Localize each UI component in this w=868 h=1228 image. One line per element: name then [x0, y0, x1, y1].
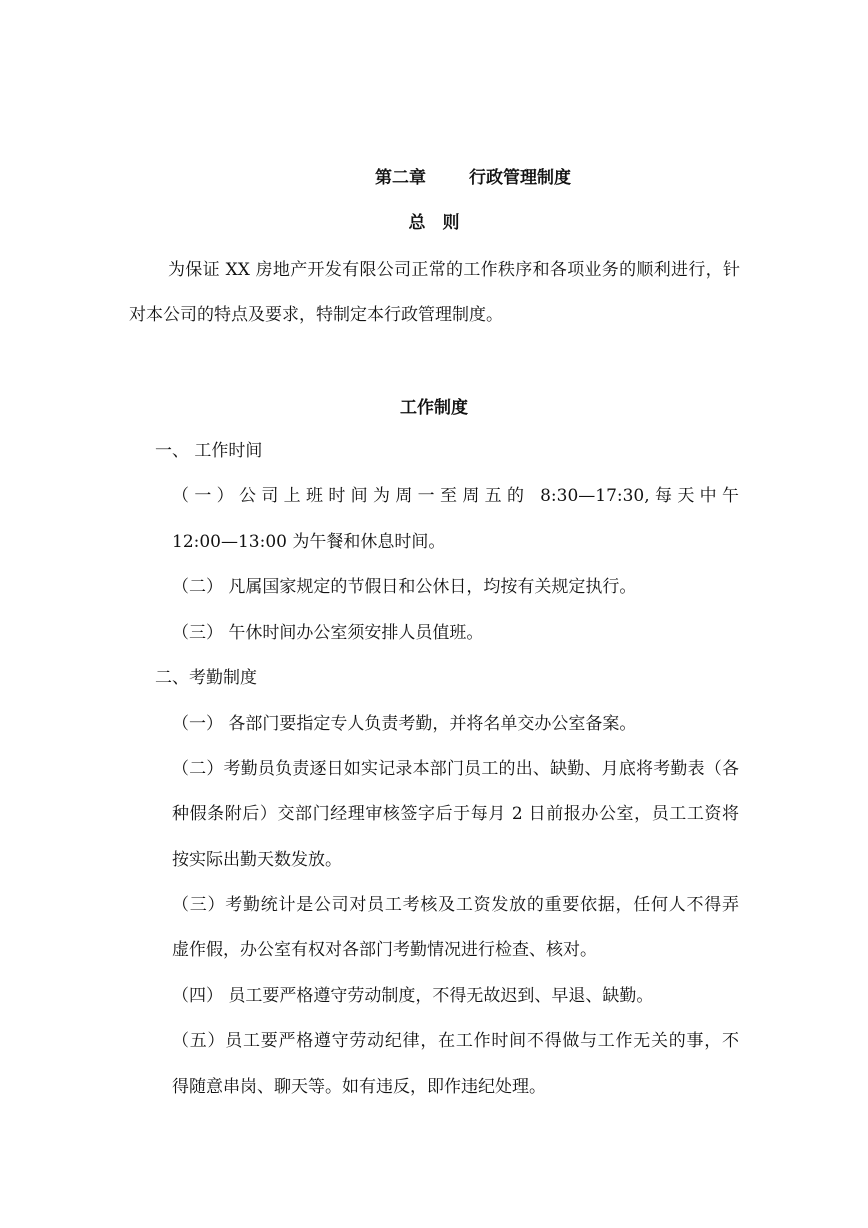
list-item-line: 12:00—13:00 为午餐和休息时间。 — [172, 532, 446, 552]
list-item-line: （三） 午休时间办公室须安排人员值班。 — [172, 623, 484, 643]
intro-line-1: 为保证 XX 房地产开发有限公司正常的工作秩序和各项业务的顺利进行，针 — [168, 260, 740, 280]
list-item-line: 按实际出勤天数发放。 — [172, 850, 342, 870]
chapter-number: 第二章 — [375, 168, 426, 188]
list-item-line: （二）考勤员负责逐日如实记录本部门员工的出、缺勤、月底将考勤表（各 — [172, 759, 739, 779]
section-heading: 工作制度 — [400, 398, 468, 418]
list-item-line: （二） 凡属国家规定的节假日和公休日，均按有关规定执行。 — [172, 577, 637, 597]
general-heading: 总 则 — [408, 213, 460, 233]
part-heading: 二、考勤制度 — [155, 668, 257, 688]
list-item-line: （五）员工要严格遵守劳动纪律，在工作时间不得做与工作无关的事，不 — [172, 1031, 739, 1051]
intro-line-2: 对本公司的特点及要求，特制定本行政管理制度。 — [129, 305, 503, 325]
list-item-line: （一） 各部门要指定专人负责考勤，并将名单交办公室备案。 — [172, 714, 637, 734]
list-item-line: （四） 员工要严格遵守劳动制度，不得无故迟到、早退、缺勤。 — [172, 986, 654, 1006]
list-item-line: 种假条附后）交部门经理审核签字后于每月 2 日前报办公室，员工工资将 — [172, 804, 739, 824]
chapter-title: 行政管理制度 — [469, 168, 571, 188]
list-item-line: 虚作假，办公室有权对各部门考勤情况进行检查、核对。 — [172, 940, 597, 960]
list-item-line: 得随意串岗、聊天等。如有违反，即作违纪处理。 — [172, 1077, 546, 1097]
list-item-line: （一）公司上班时间为周一至周五的 8:30—17:30,每天中午 — [172, 486, 739, 506]
part-heading: 一、 工作时间 — [155, 441, 263, 461]
list-item-line: （三）考勤统计是公司对员工考核及工资发放的重要依据，任何人不得弄 — [172, 895, 739, 915]
